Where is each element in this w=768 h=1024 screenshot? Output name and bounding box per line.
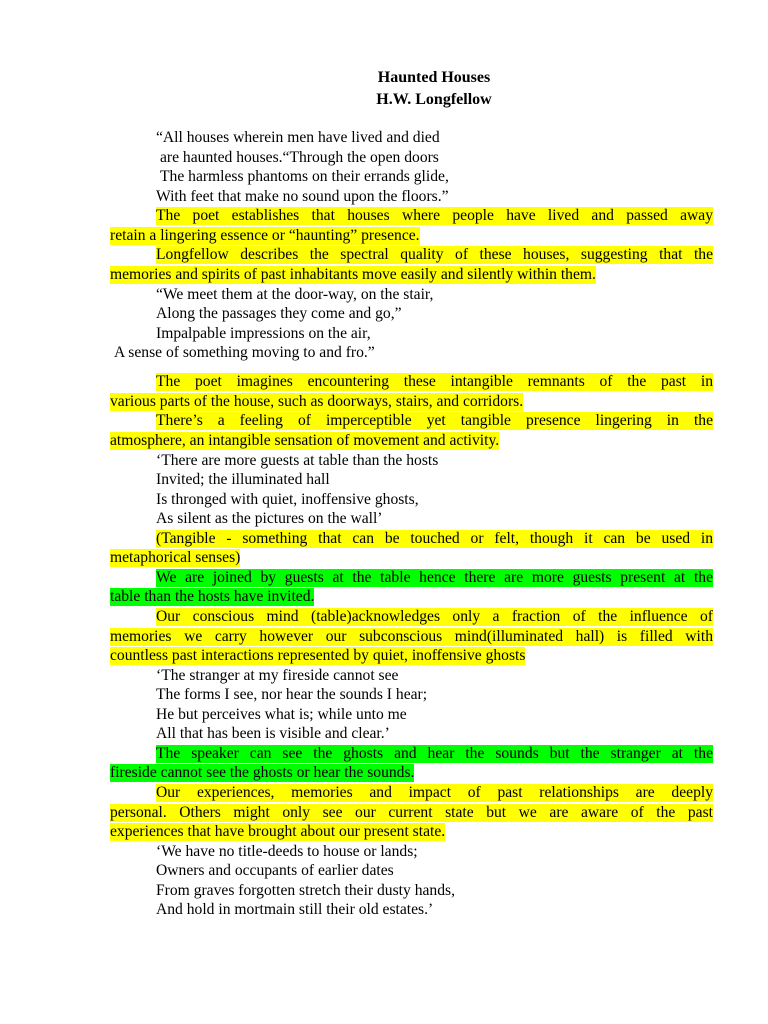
- poem-line: From graves forgotten stretch their dusty hands,: [156, 882, 455, 899]
- poem-author: H.W. Longfellow: [376, 91, 492, 108]
- poem-line: He but perceives what is; while unto me: [156, 706, 407, 723]
- poem-line: are haunted houses.“Through the open doors: [160, 149, 439, 166]
- poem-line: Invited; the illuminated hall: [156, 471, 330, 488]
- poem-title: Haunted Houses: [377, 69, 491, 86]
- annotation-line-highlighted: Our experiences, memories and impact of past relationships are deeply: [156, 784, 713, 801]
- annotation-line-highlighted: Longfellow describes the spectral quality of these houses, suggesting that the: [156, 246, 713, 263]
- annotation-line-highlighted: experiences that have brought about our present state.: [110, 823, 446, 840]
- poem-line: “We meet them at the door-way, on the stair,: [156, 286, 434, 303]
- annotation-line-highlighted: retain a lingering essence or “haunting” presence.: [110, 227, 420, 244]
- annotation-line-highlighted: table than the hosts have invited.: [110, 588, 315, 605]
- poem-line: “All houses wherein men have lived and died: [156, 129, 440, 146]
- poem-line: The harmless phantoms on their errands glide,: [160, 168, 449, 185]
- poem-line: All that has been is visible and clear.’: [156, 725, 390, 742]
- annotation-line-highlighted: We are joined by guests at the table hence there are more guests present at the: [156, 569, 713, 586]
- annotation-line-highlighted: personal. Others might only see our current state but we are aware of the past: [110, 804, 713, 821]
- poem-line: As silent as the pictures on the wall’: [156, 510, 383, 527]
- annotation-line-highlighted: countless past interactions represented by quiet, inoffensive ghosts: [110, 647, 526, 664]
- poem-line: The forms I see, nor hear the sounds I hear;: [156, 686, 428, 703]
- annotation-line-highlighted: The speaker can see the ghosts and hear the sounds but the stranger at the: [156, 745, 713, 762]
- annotation-line-highlighted: The poet imagines encountering these intangible remnants of the past in: [156, 373, 713, 390]
- poem-line: And hold in mortmain still their old estates.’: [156, 901, 434, 918]
- annotation-line-highlighted: (Tangible - something that can be touched or felt, though it can be used in: [156, 530, 713, 547]
- annotation-line-highlighted: various parts of the house, such as doorways, stairs, and corridors.: [110, 393, 524, 410]
- poem-line: A sense of something moving to and fro.”: [114, 344, 375, 361]
- poem-line: ‘We have no title-deeds to house or lands;: [156, 843, 418, 860]
- annotation-line-highlighted: atmosphere, an intangible sensation of movement and activity.: [110, 432, 500, 449]
- annotation-line-highlighted: memories we carry however our subconscious mind(illuminated hall) is filled with: [110, 628, 713, 645]
- poem-line: Is thronged with quiet, inoffensive ghosts,: [156, 491, 419, 508]
- poem-line: With feet that make no sound upon the floors.”: [156, 188, 449, 205]
- annotation-line-highlighted: memories and spirits of past inhabitants move easily and silently within them.: [110, 266, 596, 283]
- poem-line: Impalpable impressions on the air,: [156, 325, 371, 342]
- annotation-line-highlighted: The poet establishes that houses where people have lived and passed away: [156, 207, 713, 224]
- poem-line: Along the passages they come and go,”: [156, 305, 402, 322]
- annotation-line-highlighted: metaphorical senses): [110, 549, 241, 566]
- annotation-line-highlighted: There’s a feeling of imperceptible yet tangible presence lingering in the: [156, 412, 713, 429]
- poem-line: ‘There are more guests at table than the hosts: [156, 452, 439, 469]
- poem-line: ‘The stranger at my fireside cannot see: [156, 667, 399, 684]
- annotation-line-highlighted: fireside cannot see the ghosts or hear the sounds.: [110, 764, 415, 781]
- annotation-line-highlighted: Our conscious mind (table)acknowledges only a fraction of the influence of: [156, 608, 713, 625]
- poem-line: Owners and occupants of earlier dates: [156, 862, 394, 879]
